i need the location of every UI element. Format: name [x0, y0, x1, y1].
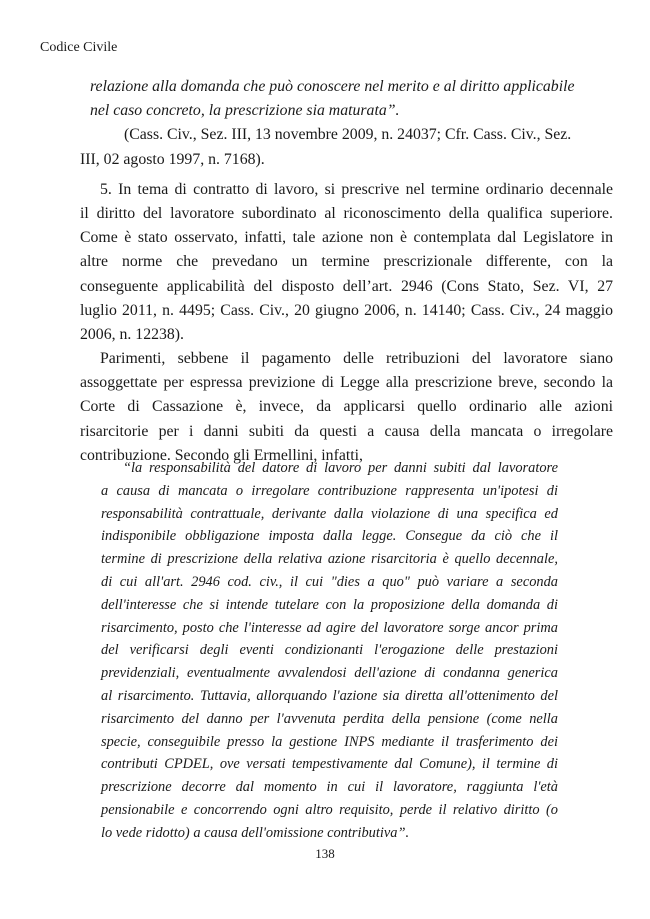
block-quote-line: lo vede ridotto) a causa dell'omissione contributiva”. [101, 824, 410, 841]
paragraph-5-line: il diritto del lavoratore subordinato al riconoscimento della qualifica superiore. [80, 204, 613, 222]
block-quote-line: del verificarsi degli eventi condizionanti l'erogazione delle prestazioni [101, 642, 558, 659]
block-quote-line: al risarcimento. Tuttavia, allorquando l'azione sia diretta all'ottenimento del [101, 687, 558, 704]
block-quote-line: dell'interesse che si intende tutelare con la proposizione della domanda di [101, 596, 558, 613]
block-quote-line: “la responsabilità del datore di lavoro per danni subiti dal lavoratore [123, 460, 558, 476]
citation-line: (Cass. Civ., Sez. III, 13 novembre 2009, n. 24037; Cfr. Cass. Civ., Sez. [124, 126, 572, 144]
block-quote-line: a causa di mancata o irregolare contribuzione rappresenta un'ipotesi di [101, 482, 558, 499]
citation-line: III, 02 agosto 1997, n. 7168). [80, 150, 265, 168]
paragraph-6-line: risarcitorie per i danni subiti da questi a causa della mancata o irregolare [80, 422, 613, 440]
paragraph-6-line: Parimenti, sebbene il pagamento delle retribuzioni del lavoratore siano [100, 350, 613, 368]
paragraph-6-line: assoggettate per espressa previzione di Legge alla prescrizione breve, secondo la [80, 374, 613, 392]
block-quote-line: previdenziali, eventualmente avvalendosi dell'azione di condanna generica [101, 665, 558, 682]
paragraph-5-line: altre norme che prevedano un termine prescrizionale differente, con la [80, 253, 613, 271]
block-quote-line: risarcimento, posto che l'interesse ad agire del lavoratore sorge ancor prima [101, 619, 558, 636]
quote-continuation-line: relazione alla domanda che può conoscere nel merito e al diritto applicabile [90, 78, 575, 95]
paragraph-6-line: Corte di Cassazione è, invece, da applicarsi quello ordinario alle azioni [80, 398, 613, 416]
block-quote-line: risarcimento del danno per l'avvenuta perdita della pensione (come nella [101, 710, 558, 727]
paragraph-6-line: contribuzione. Secondo gli Ermellini, infatti, [80, 446, 363, 464]
block-quote-line: pensionabile e concorrendo ogni altro requisito, perde il relativo diritto (o [101, 801, 558, 818]
block-quote-line: contributi CPDEL, ove versati tempestivamente dal Comune), il termine di [101, 756, 558, 773]
page-number: 138 [315, 846, 335, 861]
quote-continuation-line: nel caso concreto, la prescrizione sia maturata”. [90, 102, 400, 120]
paragraph-5-line: conseguente applicabilità del disposto dell’art. 2946 (Cons Stato, Sez. VI, 27 [80, 277, 613, 295]
paragraph-5-line: Come è stato osservato, infatti, tale azione non è contemplata dal Legislatore in [80, 229, 613, 247]
block-quote-line: prescrizione decorre dal momento in cui il lavoratore, raggiunta l'età [101, 779, 558, 796]
block-quote [101, 457, 558, 845]
page-body [80, 75, 613, 468]
paragraph-5-line: 2006, n. 12238). [80, 325, 184, 343]
block-quote-line: responsabilità contrattuale, derivante dalla violazione di una specifica ed [101, 505, 558, 522]
paragraph-5-line: luglio 2011, n. 4495; Cass. Civ., 20 giugno 2006, n. 14140; Cass. Civ., 24 maggio [80, 301, 613, 319]
paragraph-5-line: 5. In tema di contratto di lavoro, si prescrive nel termine ordinario decennale [100, 180, 613, 198]
block-quote-line: termine di prescrizione della relativa azione risarcitoria è quello decennale, [101, 551, 558, 568]
block-quote-line: indisponibile obbligazione imposta dalla legge. Consegue da ciò che il [101, 528, 558, 545]
block-quote-line: di cui all'art. 2946 cod. civ., il cui "dies a quo" può variare a seconda [101, 573, 558, 590]
running-header: Codice Civile [40, 40, 118, 55]
block-quote-line: specie, conseguibile presso la gestione INPS mediante il trasferimento dei [101, 733, 558, 750]
